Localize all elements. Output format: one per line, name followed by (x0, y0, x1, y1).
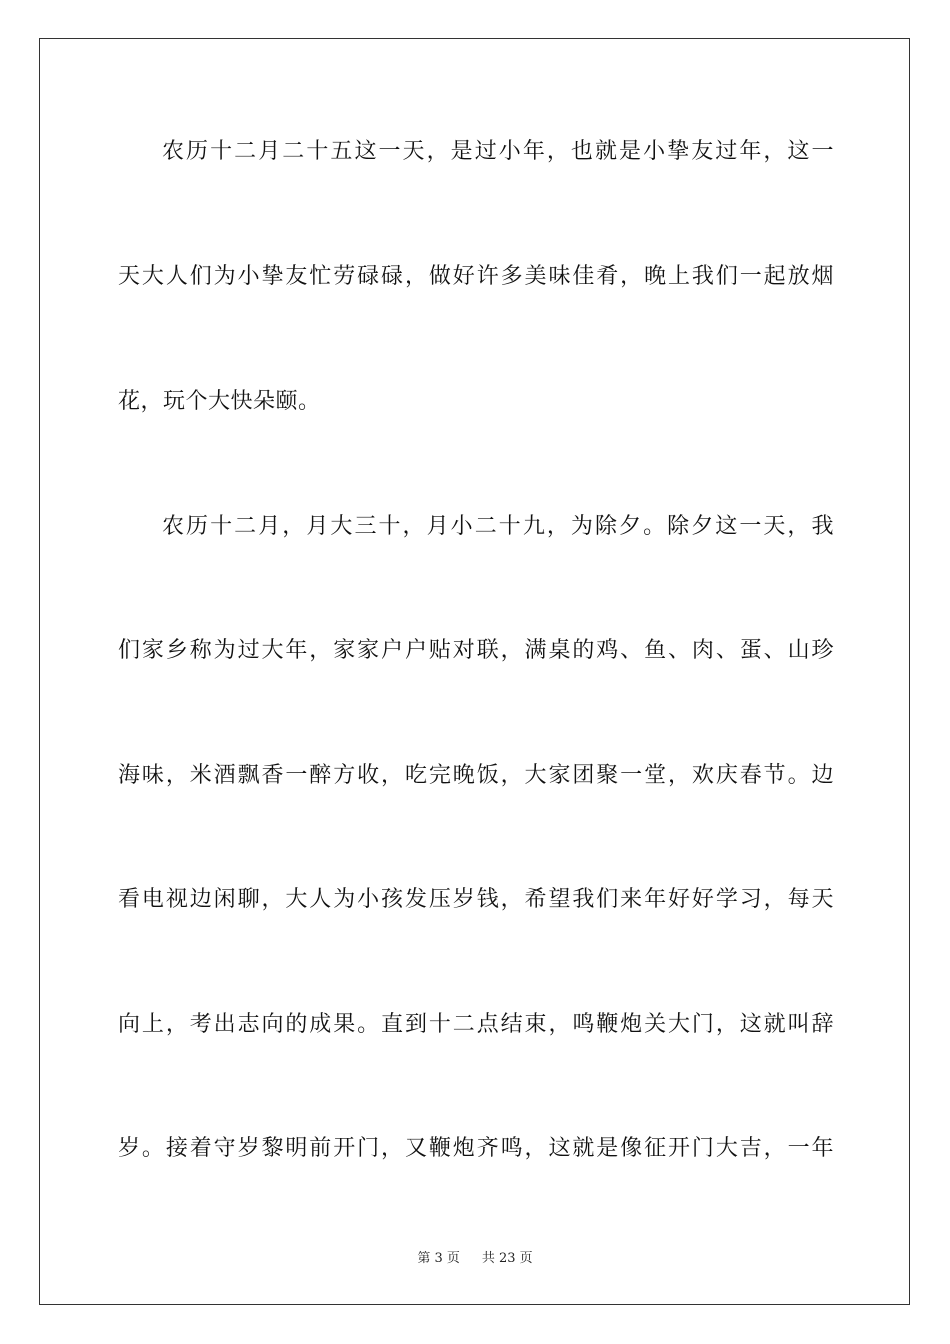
text-line: 岁。接着守岁黎明前开门，又鞭炮齐鸣，这就是像征开门大吉，一年 (118, 1136, 834, 1161)
page-number: 第 3 页 (417, 1251, 460, 1266)
page-footer (0, 1247, 950, 1266)
text-line: 花，玩个大快朵颐。 (118, 389, 321, 414)
text-line: 海味，米酒飘香一醉方收，吃完晚饭，大家团聚一堂，欢庆春节。边 (118, 763, 834, 788)
page-border (39, 38, 910, 1305)
text-line: 农历十二月，月大三十，月小二十九，为除夕。除夕这一天，我 (162, 514, 834, 539)
text-line: 看电视边闲聊，大人为小孩发压岁钱，希望我们来年好好学习，每天 (118, 887, 834, 912)
page-total: 共 23 页 (481, 1251, 533, 1266)
text-line: 农历十二月二十五这一天，是过小年，也就是小挚友过年，这一 (162, 139, 834, 164)
text-line: 向上，考出志向的成果。直到十二点结束，鸣鞭炮关大门，这就叫辞 (118, 1012, 834, 1037)
text-line: 们家乡称为过大年，家家户户贴对联，满桌的鸡、鱼、肉、蛋、山珍 (118, 638, 834, 663)
text-line: 天大人们为小挚友忙劳碌碌，做好许多美味佳肴，晚上我们一起放烟 (118, 264, 834, 289)
